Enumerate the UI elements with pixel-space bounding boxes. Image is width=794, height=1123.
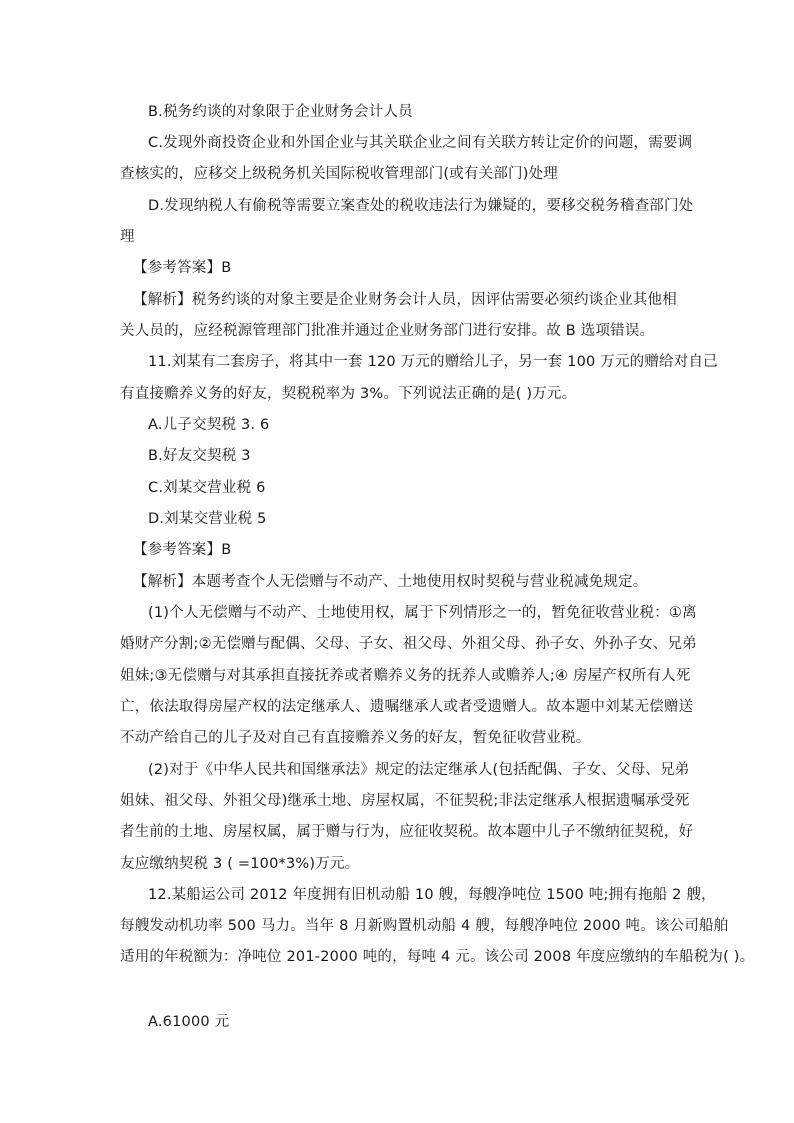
answer-label-q10: 【参考答案】B: [133, 260, 232, 276]
question-11-line2: 有直接赡养义务的好友，契税税率为 3%。下列说法正确的是( )万元。: [120, 386, 577, 402]
question-12-line1: 12.某船运公司 2012 年度拥有旧机动船 10 艘，每艘净吨位 1500 吨;拥有拖船 2 艘，: [148, 887, 716, 903]
analysis-q11-intro: 【解析】本题考查个人无偿赠与不动产、土地使用权时契税与营业税减免规定。: [133, 574, 648, 590]
analysis-point2-line4: 友应缴纳契税 3 ( =100*3%)万元。: [120, 856, 360, 872]
analysis-point1-line4: 亡，依法取得房屋产权的法定继承人、遗嘱继承人或者受遗赠人。故本题中刘某无偿赠送: [120, 699, 694, 715]
analysis-point2-line1: (2)对于《中华人民共和国继承法》规定的法定继承人(包括配偶、子女、父母、兄弟: [148, 762, 690, 778]
option-a-q12: A.61000 元: [148, 1014, 230, 1030]
analysis-q10-line1: 【解析】税务约谈的对象主要是企业财务会计人员，因评估需要必须约谈企业其他相: [133, 292, 677, 308]
answer-label-q11: 【参考答案】B: [133, 542, 232, 558]
option-d-continuation: 理: [120, 229, 135, 245]
analysis-point1-line1: (1)个人无偿赠与不动产、土地使用权，属于下列情形之一的，暂免征收营业税：①离: [148, 605, 697, 621]
option-b-q11: B.好友交契税 3: [148, 448, 251, 464]
analysis-point2-line3: 者生前的土地、房屋权属，属于赠与行为，应征收契税。故本题中儿子不缴纳征契税，好: [120, 824, 694, 840]
option-c-continuation: 查核实的，应移交上级税务机关国际税收管理部门(或有关部门)处理: [120, 166, 559, 182]
option-a-q11: A.儿子交契税 3. 6: [148, 417, 270, 433]
analysis-point2-line2: 姐妹、祖父母、外祖父母)继承土地、房屋权属，不征契税;非法定继承人根据遗嘱承受死: [120, 793, 690, 809]
analysis-point1-line2: 婚财产分割;②无偿赠与配偶、父母、子女、祖父母、外祖父母、孙子女、外孙子女、兄弟: [120, 636, 697, 652]
analysis-point1-line5: 不动产给自己的儿子及对自己有直接赡养义务的好友，暂免征收营业税。: [120, 730, 591, 746]
analysis-q10-line2: 关人员的，应经税源管理部门批准并通过企业财务部门进行安排。故 B 选项错误。: [120, 323, 655, 339]
option-c-line: C.发现外商投资企业和外国企业与其关联企业之间有关联方转让定价的问题，需要调: [148, 135, 693, 151]
analysis-point1-line3: 姐妹;③无偿赠与对其承担直接抚养或者赡养义务的抚养人或赡养人;④ 房屋产权所有人死: [120, 668, 691, 684]
option-d-line: D.发现纳税人有偷税等需要立案查处的税收违法行为嫌疑的，要移交税务稽查部门处: [148, 198, 694, 214]
question-12-line3: 适用的年税额为：净吨位 201-2000 吨的，每吨 4 元。该公司 2008 年度应缴纳的车船税为( )。: [120, 949, 755, 965]
question-12-line2: 每艘发动机功率 500 马力。当年 8 月新购置机动船 4 艘，每艘净吨位 2000 吨。该公司船舶: [120, 918, 729, 934]
option-c-q11: C.刘某交营业税 6: [148, 480, 266, 496]
question-11-line1: 11.刘某有二套房子，将其中一套 120 万元的赠给儿子，另一套 100 万元的赠给对自己: [148, 354, 718, 370]
option-b-line: B.税务约谈的对象限于企业财务会计人员: [148, 104, 413, 120]
option-d-q11: D.刘某交营业税 5: [148, 511, 267, 527]
